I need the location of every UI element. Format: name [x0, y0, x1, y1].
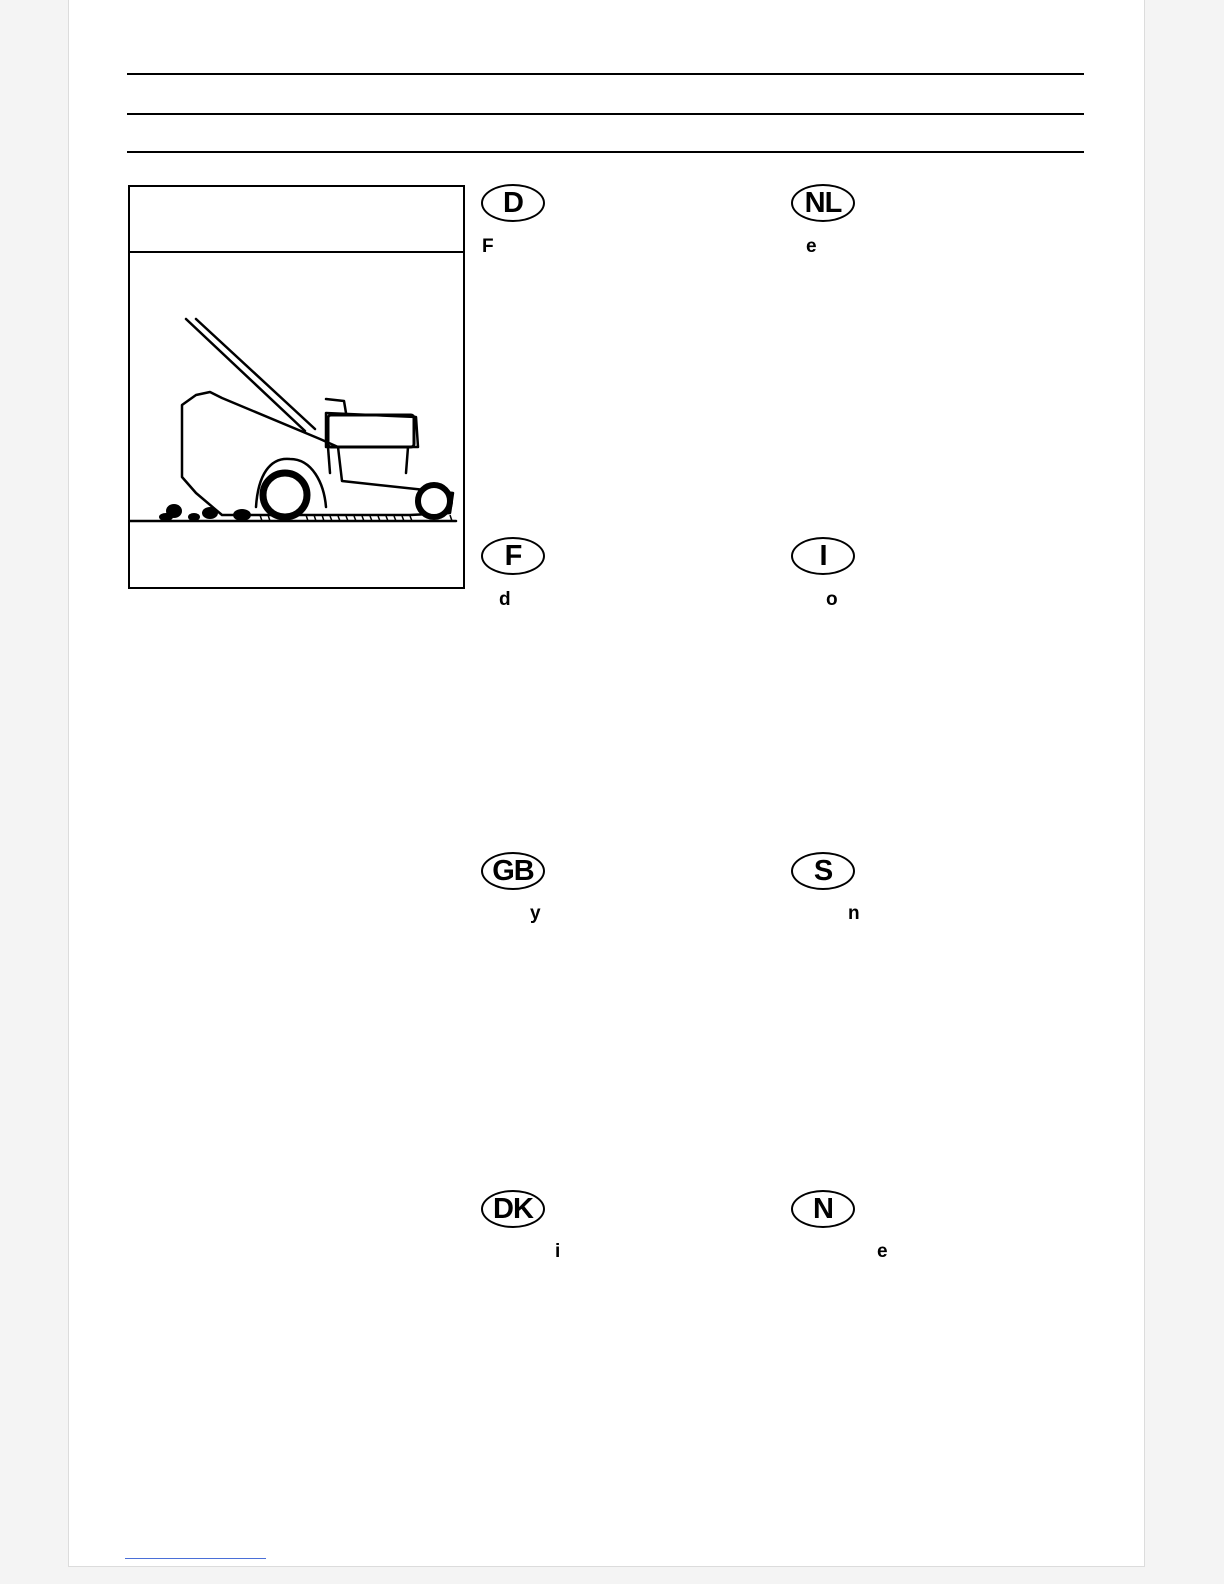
section-text-nl: e — [806, 236, 817, 257]
header-rule-1 — [127, 73, 1084, 75]
language-badge-gb: GB — [481, 852, 545, 890]
section-text-d: F — [482, 236, 494, 257]
figure-box — [128, 185, 465, 589]
section-text-s: n — [848, 903, 860, 924]
language-badge-d: D — [481, 184, 545, 222]
footer-link-underline[interactable] — [125, 1558, 266, 1559]
section-text-n: e — [877, 1241, 888, 1262]
language-badge-nl: NL — [791, 184, 855, 222]
section-text-i: o — [826, 589, 838, 610]
language-badge-dk: DK — [481, 1190, 545, 1228]
language-badge-i: I — [791, 537, 855, 575]
section-text-dk: i — [555, 1241, 561, 1262]
language-badge-f: F — [481, 537, 545, 575]
header-rule-3 — [127, 151, 1084, 153]
lawn-mower-illustration — [130, 253, 463, 587]
header-rule-2 — [127, 113, 1084, 115]
language-badge-s: S — [791, 852, 855, 890]
section-text-gb: y — [530, 903, 541, 924]
section-text-f: d — [499, 589, 511, 610]
language-badge-n: N — [791, 1190, 855, 1228]
figure-header — [130, 187, 463, 253]
